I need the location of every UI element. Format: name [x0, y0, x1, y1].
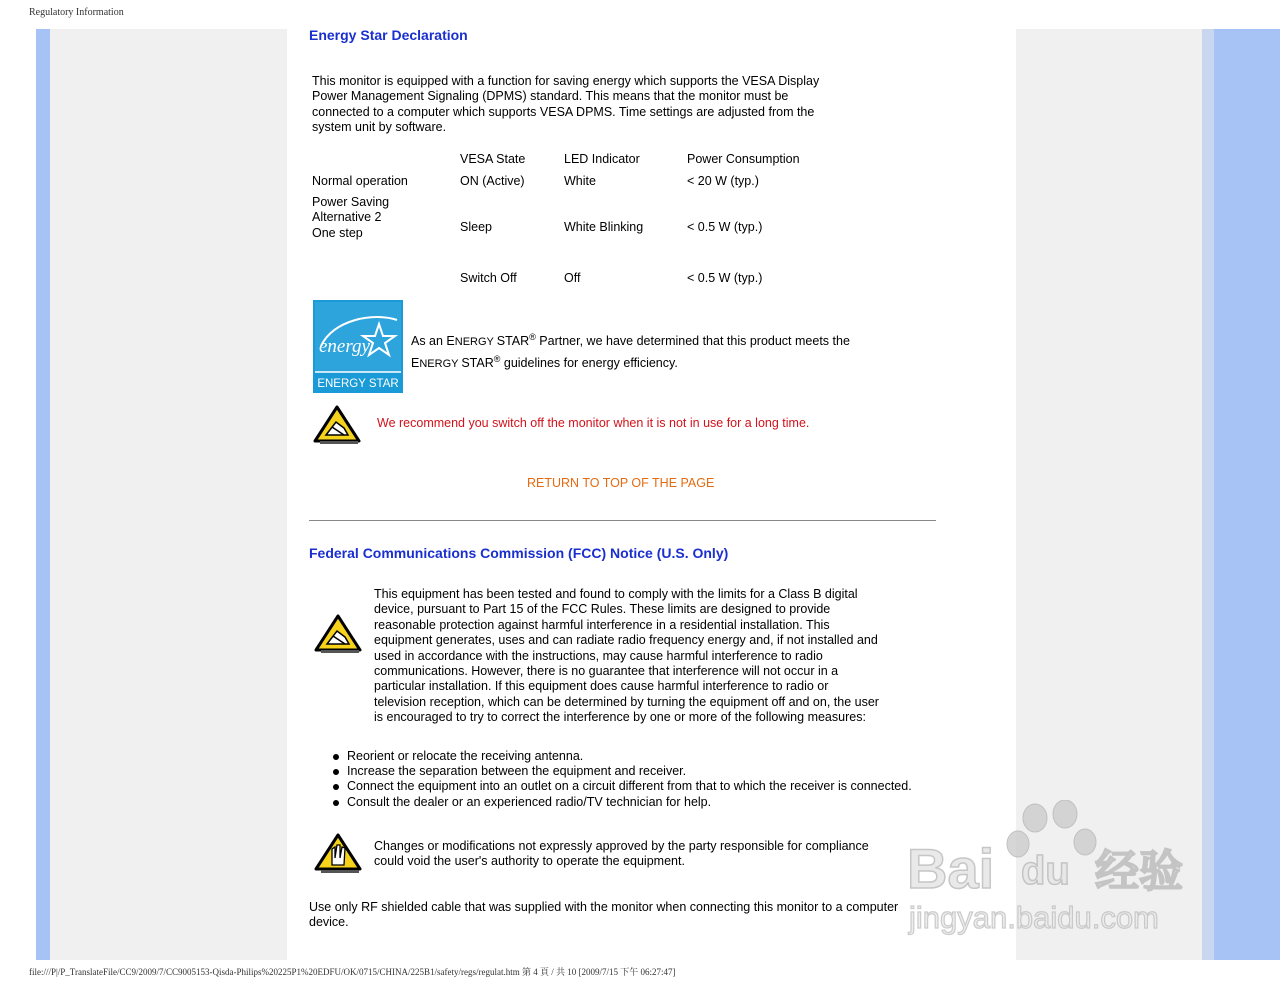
list-item: Connect the equipment into an outlet on a circuit different from that to which the receiver is connected.: [330, 779, 912, 794]
return-to-top-link[interactable]: RETURN TO TOP OF THE PAGE: [527, 476, 715, 490]
fcc-heading: Federal Communications Commission (FCC) Notice (U.S. Only): [309, 545, 729, 561]
partner-text: guidelines for energy efficiency.: [500, 355, 678, 370]
table-cell-mode: Power Saving: [312, 195, 390, 209]
warning-hand-icon: [313, 613, 363, 653]
list-item: Consult the dealer or an experienced radio/TV technician for help.: [330, 795, 912, 810]
partner-text: Partner, we have determined that this product meets the: [535, 334, 850, 349]
energy-script: energy: [319, 336, 370, 357]
energy-partner-statement: [411, 330, 891, 372]
energy-star-logo-icon: [313, 300, 403, 393]
intro-line: This monitor is equipped with a function for saving energy which supports the VESA Display: [312, 74, 820, 88]
fcc-line: device, pursuant to Part 15 of the FCC Rules. These limits are designed to provide: [374, 602, 831, 617]
fcc-line: television reception, which can be determined by turning the equipment off and on, the user: [374, 694, 879, 709]
baidu-watermark: [905, 800, 1205, 940]
intro-line: system unit by software.: [312, 120, 447, 135]
intro-line: Power Management Signaling (DPMS) standard. This means that the monitor must be: [312, 89, 789, 104]
table-cell-state: ON (Active): [460, 174, 525, 188]
table-cell-power: < 0.5 W (typ.): [687, 271, 763, 285]
baidu-brand-du: du: [1021, 849, 1070, 893]
cable-line: Use only RF shielded cable that was supplied with the monitor when connecting this monitor to a computer: [309, 900, 899, 914]
fcc-line: communications. However, there is no guarantee that interference will not occur in a: [374, 664, 839, 679]
fcc-line: reasonable protection against harmful interference in a residential installation. This: [374, 617, 830, 632]
table-cell-state: Switch Off: [460, 271, 517, 285]
fcc-line: used in accordance with the instructions, may cause harmful interference to radio: [374, 648, 823, 663]
table-cell-led: White Blinking: [564, 220, 644, 234]
fcc-measures-list: [330, 749, 912, 810]
table-header-power-consumption: Power Consumption: [687, 152, 800, 166]
table-cell-mode: Normal operation: [312, 174, 408, 188]
baidu-brand-bai: Bai: [907, 837, 995, 900]
partner-text: NERGY: [454, 336, 497, 349]
table-header-vesa-state: VESA State: [460, 152, 526, 166]
fcc-compliance-paragraph: [374, 587, 904, 726]
registered-mark: ®: [529, 332, 536, 342]
table-cell-led: White: [564, 174, 596, 188]
fcc-cable-note: [309, 900, 929, 931]
partner-text: As an E: [411, 334, 455, 349]
left-blue-border: [36, 29, 50, 960]
switch-off-recommendation: We recommend you switch off the monitor when it is not in use for a long time.: [377, 416, 810, 430]
energy-star-heading: Energy Star Declaration: [309, 27, 468, 43]
fcc-line: is encouraged to try to correct the interference by one or more of the following measures:: [374, 710, 866, 725]
baidu-brand-cn: 经验: [1095, 846, 1183, 897]
fcc-changes-warning: [374, 839, 914, 870]
table-cell-power: < 20 W (typ.): [687, 174, 759, 188]
table-cell-state: Sleep: [460, 220, 492, 234]
partner-text: E: [411, 355, 420, 370]
fcc-line: This equipment has been tested and found to comply with the limits for a Class B digital: [374, 587, 858, 601]
fcc-line: particular installation. If this equipment does cause harmful interference to radio or: [374, 679, 829, 694]
changes-line: could void the user's authority to operate the equipment.: [374, 854, 685, 869]
partner-text: NERGY: [419, 357, 462, 370]
page-header-title: Regulatory Information: [29, 7, 124, 18]
partner-text: STAR: [461, 355, 494, 370]
table-header-led-indicator: LED Indicator: [564, 152, 640, 166]
warning-hand-icon: [313, 832, 363, 874]
table-cell-led: Off: [564, 271, 581, 285]
footer-file-path: file:///P|/P_TranslateFile/CC9/2009/7/CC9005153-Qisda-Philips%20225P1%20EDFU/OK/0715/CHINA/225B1/safety/regs/regulat.htm 第 4 頁 / 共 10 [2009/7/15 下午 06:27:47]: [29, 967, 676, 977]
list-item: Increase the separation between the equipment and receiver.: [330, 764, 912, 779]
left-grey-panel: [50, 29, 287, 960]
intro-line: connected to a computer which supports VESA DPMS. Time settings are adjusted from the: [312, 104, 815, 119]
table-cell-mode: One step: [312, 226, 363, 240]
list-item: Reorient or relocate the receiving antenna.: [330, 749, 912, 764]
warning-hand-icon: [312, 404, 362, 444]
section-divider: [309, 520, 936, 521]
energy-star-caption: ENERGY STAR: [317, 378, 399, 390]
registered-mark: ®: [493, 353, 501, 364]
fcc-line: equipment generates, uses and can radiate radio frequency energy and, if not installed and: [374, 633, 878, 648]
energy-intro-paragraph: [312, 74, 852, 136]
right-blue-border: [1214, 29, 1280, 960]
partner-text: STAR: [496, 334, 530, 349]
baidu-url: jingyan.baidu.com: [909, 900, 1159, 935]
changes-line: Changes or modifications not expressly approved by the party responsible for compliance: [374, 839, 869, 853]
cable-line: device.: [309, 915, 349, 930]
table-cell-mode: Alternative 2: [312, 210, 382, 224]
table-cell-power: < 0.5 W (typ.): [687, 220, 763, 234]
